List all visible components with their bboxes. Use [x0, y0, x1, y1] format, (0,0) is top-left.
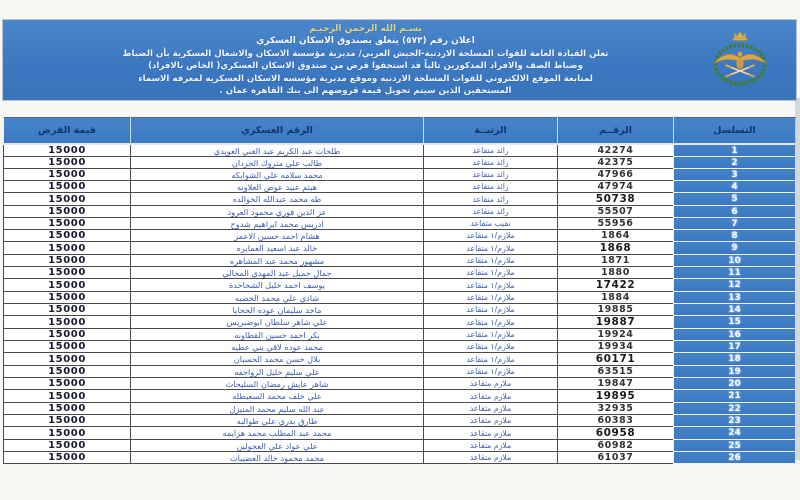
- name-cell: هشام احمد حسين الاعمر: [131, 230, 424, 242]
- loan-value-cell: 15000: [4, 378, 131, 390]
- serial-cell: 15: [674, 316, 796, 329]
- table-row: [4, 206, 796, 218]
- name-cell: عبد الله سليم محمد المنيزل: [131, 403, 424, 415]
- name-cell: علي شاهر سلطان ابوضبريس: [131, 316, 424, 329]
- table-row: [4, 279, 796, 292]
- military-number-cell: 17422: [558, 279, 674, 292]
- military-number-cell: 19847: [558, 378, 674, 390]
- loan-value-cell: 15000: [4, 353, 131, 366]
- name-cell: ماجد سليمان عوده الحجايا: [131, 304, 424, 316]
- serial-cell: 23: [674, 415, 796, 427]
- rank-cell: ملازم/١ متقاعد: [424, 366, 558, 378]
- loan-value-cell: 15000: [4, 255, 131, 267]
- military-number-cell: 19934: [558, 341, 674, 353]
- name-cell: خالد عبد اسعيد العمايره: [131, 242, 424, 255]
- rank-cell: ملازم متقاعد: [424, 378, 558, 390]
- military-number-cell: 19924: [558, 329, 674, 341]
- military-number-cell: 61037: [558, 452, 674, 464]
- jordan-armed-forces-emblem-icon: [698, 27, 782, 91]
- military-number-cell: 19887: [558, 316, 674, 329]
- serial-cell: 16: [674, 329, 796, 341]
- table-row: [4, 427, 796, 440]
- rank-cell: ملازم/١ متقاعد: [424, 316, 558, 329]
- column-header-number: الرقــم: [558, 118, 674, 145]
- name-cell: شاهر عايش رمضان السليحات: [131, 378, 424, 390]
- name-cell: علي خلف محمد السعيطله: [131, 390, 424, 403]
- loan-value-cell: 15000: [4, 403, 131, 415]
- table-row: [4, 316, 796, 329]
- military-number-cell: 47966: [558, 169, 674, 181]
- serial-cell: 19: [674, 366, 796, 378]
- serial-cell: 21: [674, 390, 796, 403]
- serial-cell: 2: [674, 157, 796, 169]
- name-cell: عز الدين فوزي محمود العرود: [131, 206, 424, 218]
- serial-cell: 5: [674, 193, 796, 206]
- table-row: [4, 181, 796, 193]
- table-row: [4, 304, 796, 316]
- table-row: [4, 415, 796, 427]
- name-cell: ادريس محمد ابراهيم شدوح: [131, 218, 424, 230]
- table-row: [4, 144, 796, 157]
- name-cell: محمد محمود خالد العضيبات: [131, 452, 424, 464]
- table-body: [4, 144, 796, 464]
- loan-value-cell: 15000: [4, 218, 131, 230]
- rank-cell: ملازم/١ متقاعد: [424, 267, 558, 279]
- serial-cell: 14: [674, 304, 796, 316]
- rank-cell: ملازم متقاعد: [424, 390, 558, 403]
- name-cell: بكر احمد حسين القطاونه: [131, 329, 424, 341]
- announcement-text: [43, 23, 688, 98]
- announcement-body-line: المستحقين الذين سيتم تحويل قيمة قروضهم الى بنك القاهره عمان .: [219, 86, 512, 97]
- loan-value-cell: 15000: [4, 390, 131, 403]
- rank-cell: رائد متقاعد: [424, 206, 558, 218]
- table-row: [4, 329, 796, 341]
- serial-cell: 4: [674, 181, 796, 193]
- rank-cell: ملازم/١ متقاعد: [424, 353, 558, 366]
- loan-value-cell: 15000: [4, 169, 131, 181]
- loan-value-cell: 15000: [4, 206, 131, 218]
- military-number-cell: 1884: [558, 292, 674, 304]
- bismillah-line: بسـم الله الرحمن الرحيـم: [309, 24, 422, 34]
- name-cell: مشهور محمد عبد المشاهره: [131, 255, 424, 267]
- loan-value-cell: 15000: [4, 292, 131, 304]
- name-cell: طلحات عبد الكريم عبد الغني العويدي: [131, 144, 424, 157]
- table-row: [4, 366, 796, 378]
- military-number-cell: 47974: [558, 181, 674, 193]
- serial-cell: 7: [674, 218, 796, 230]
- military-number-cell: 60982: [558, 440, 674, 452]
- loan-value-cell: 15000: [4, 279, 131, 292]
- name-cell: طه محمد عبدالله الخوالده: [131, 193, 424, 206]
- announcement-body-line: لمتابعة الموقع الالكتروني للقوات المسلحة الاردنيه وموقع مديرية مؤسسه الاسكان العسكريه لمعرفه الاسماء: [138, 73, 593, 84]
- announcement-banner: [3, 20, 796, 100]
- loan-value-cell: 15000: [4, 304, 131, 316]
- military-number-cell: 1880: [558, 267, 674, 279]
- table-row: [4, 157, 796, 169]
- name-cell: جمال جميل عبد المهدي المجالي: [131, 267, 424, 279]
- table-row: [4, 169, 796, 181]
- rank-cell: ملازم/١ متقاعد: [424, 230, 558, 242]
- loan-value-cell: 15000: [4, 415, 131, 427]
- table-row: [4, 193, 796, 206]
- rank-cell: ملازم/١ متقاعد: [424, 341, 558, 353]
- rank-cell: ملازم متقاعد: [424, 403, 558, 415]
- name-cell: علي عواد علي العجولين: [131, 440, 424, 452]
- column-header-rank: الرتبــة: [424, 118, 558, 145]
- loan-value-cell: 15000: [4, 316, 131, 329]
- announcement-body-line: وضباط الصف والافراد المذكورين تالياً قد استحقوا قرض من صندوق الاسكان العسكري( الخاص بالافراد): [148, 61, 583, 72]
- loan-value-cell: 15000: [4, 267, 131, 279]
- serial-cell: 25: [674, 440, 796, 452]
- column-header-name: الرقم العسكري: [131, 118, 424, 145]
- serial-cell: 24: [674, 427, 796, 440]
- table-row: [4, 403, 796, 415]
- rank-cell: ملازم متقاعد: [424, 452, 558, 464]
- scan-edge-shadow: [795, 98, 800, 460]
- loan-value-cell: 15000: [4, 329, 131, 341]
- table-row: [4, 353, 796, 366]
- military-number-cell: 60171: [558, 353, 674, 366]
- serial-cell: 13: [674, 292, 796, 304]
- military-number-cell: 55507: [558, 206, 674, 218]
- loan-value-cell: 15000: [4, 230, 131, 242]
- name-cell: علي سليم خليل الرواجفه: [131, 366, 424, 378]
- serial-cell: 1: [674, 144, 796, 157]
- table-row: [4, 452, 796, 464]
- name-cell: يوسف احمد خليل الشحاحدة: [131, 279, 424, 292]
- military-number-cell: 60383: [558, 415, 674, 427]
- military-number-cell: 1868: [558, 242, 674, 255]
- loan-value-cell: 15000: [4, 144, 131, 157]
- military-number-cell: 42375: [558, 157, 674, 169]
- military-number-cell: 32935: [558, 403, 674, 415]
- rank-cell: ملازم/١ متقاعد: [424, 255, 558, 267]
- rank-cell: ملازم متقاعد: [424, 415, 558, 427]
- military-number-cell: 50738: [558, 193, 674, 206]
- serial-cell: 22: [674, 403, 796, 415]
- military-number-cell: 60958: [558, 427, 674, 440]
- loan-value-cell: 15000: [4, 157, 131, 169]
- table-row: [4, 440, 796, 452]
- rank-cell: ملازم/١ متقاعد: [424, 279, 558, 292]
- loan-value-cell: 15000: [4, 181, 131, 193]
- serial-cell: 17: [674, 341, 796, 353]
- rank-cell: ملازم/١ متقاعد: [424, 329, 558, 341]
- table-row: [4, 242, 796, 255]
- rank-cell: رائد متقاعد: [424, 169, 558, 181]
- name-cell: هيثم عبيد عوض العلاونه: [131, 181, 424, 193]
- rank-cell: ملازم/١ متقاعد: [424, 242, 558, 255]
- loan-value-cell: 15000: [4, 366, 131, 378]
- loan-value-cell: 15000: [4, 452, 131, 464]
- serial-cell: 11: [674, 267, 796, 279]
- loan-table: [3, 117, 796, 464]
- rank-cell: ملازم متقاعد: [424, 427, 558, 440]
- name-cell: محمد عبد المطلب محمد هزايمه: [131, 427, 424, 440]
- military-number-cell: 1871: [558, 255, 674, 267]
- name-cell: محمد سلامه علي الشوابكه: [131, 169, 424, 181]
- serial-cell: 9: [674, 242, 796, 255]
- table-row: [4, 390, 796, 403]
- serial-cell: 8: [674, 230, 796, 242]
- serial-cell: 26: [674, 452, 796, 464]
- name-cell: طالب علي متروك الحردان: [131, 157, 424, 169]
- military-number-cell: 42274: [558, 144, 674, 157]
- table-row: [4, 255, 796, 267]
- serial-cell: 20: [674, 378, 796, 390]
- loan-value-cell: 15000: [4, 427, 131, 440]
- rank-cell: نقيب متقاعد: [424, 218, 558, 230]
- table-row: [4, 378, 796, 390]
- rank-cell: ملازم متقاعد: [424, 440, 558, 452]
- name-cell: بلال حسن محمد الحسبان: [131, 353, 424, 366]
- military-number-cell: 1864: [558, 230, 674, 242]
- loan-value-cell: 15000: [4, 341, 131, 353]
- loan-table-wrap: [3, 117, 796, 464]
- name-cell: طارق بدري علي طوالبه: [131, 415, 424, 427]
- column-header-loan: قيمة القرض: [4, 118, 131, 145]
- rank-cell: رائد متقاعد: [424, 144, 558, 157]
- rank-cell: رائد متقاعد: [424, 193, 558, 206]
- serial-cell: 12: [674, 279, 796, 292]
- serial-cell: 6: [674, 206, 796, 218]
- loan-value-cell: 15000: [4, 242, 131, 255]
- name-cell: شادي علي محمد الخصبه: [131, 292, 424, 304]
- rank-cell: رائد متقاعد: [424, 181, 558, 193]
- serial-cell: 3: [674, 169, 796, 181]
- serial-cell: 18: [674, 353, 796, 366]
- loan-value-cell: 15000: [4, 440, 131, 452]
- table-header-row: [4, 118, 796, 145]
- announcement-title: اعلان رقم (٥٧٣) يتعلق بصندوق الاسكان العسكري: [256, 36, 475, 46]
- table-row: [4, 341, 796, 353]
- rank-cell: ملازم/١ متقاعد: [424, 304, 558, 316]
- military-number-cell: 19885: [558, 304, 674, 316]
- rank-cell: رائد متقاعد: [424, 157, 558, 169]
- table-row: [4, 218, 796, 230]
- table-row: [4, 292, 796, 304]
- table-row: [4, 230, 796, 242]
- table-row: [4, 267, 796, 279]
- military-number-cell: 19895: [558, 390, 674, 403]
- rank-cell: ملازم/١ متقاعد: [424, 292, 558, 304]
- name-cell: محمد عوده لافي بني عطيه: [131, 341, 424, 353]
- announcement-body-line: تعلن القيادة العامة للقوات المسلحة الاردنية-الجيش العربي/ مديرية مؤسسة الاسكان والاشغال العسكرية بأن الضباط: [122, 48, 609, 59]
- military-number-cell: 63515: [558, 366, 674, 378]
- serial-cell: 10: [674, 255, 796, 267]
- military-number-cell: 55956: [558, 218, 674, 230]
- column-header-serial: التسلسل: [674, 118, 796, 145]
- loan-value-cell: 15000: [4, 193, 131, 206]
